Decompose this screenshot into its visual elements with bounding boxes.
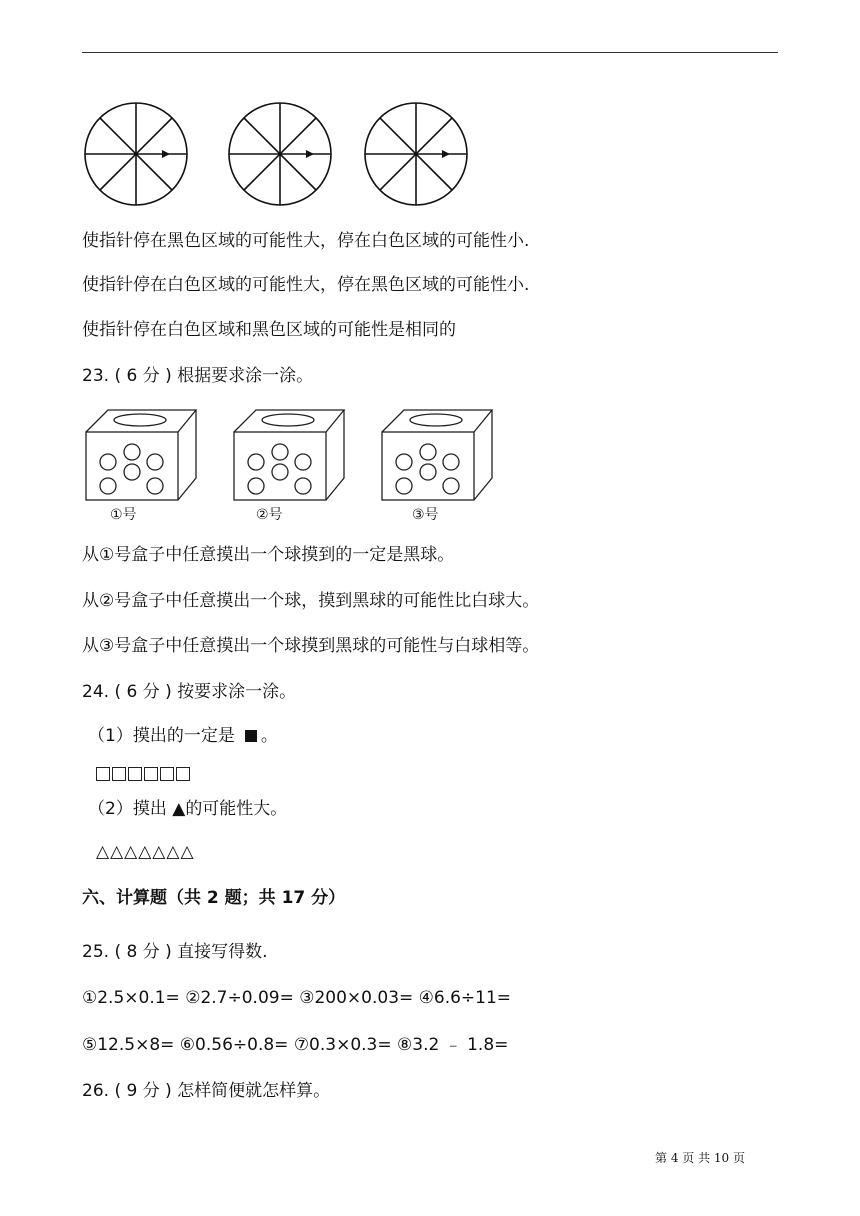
- spinner-1: [82, 100, 190, 208]
- square-icon[interactable]: [128, 767, 142, 781]
- section-6-heading: 六、计算题（共 2 题；共 17 分）: [82, 888, 346, 908]
- q24-part2: [88, 797, 287, 821]
- header-rule: [82, 52, 778, 53]
- spinner-3: [362, 100, 470, 208]
- black-square-icon: [245, 730, 257, 742]
- box-1-label: ①号: [110, 507, 137, 523]
- question-25-title: 25. ( 8 分 ) 直接写得数.: [82, 942, 268, 962]
- page-footer: 第 4 页 共 10 页: [655, 1151, 745, 1165]
- question-26-title: 26. ( 9 分 ) 怎样简便就怎样算。: [82, 1081, 331, 1101]
- triangle-row[interactable]: △△△△△△△: [96, 842, 195, 862]
- box-option-2: 从②号盒子中任意摸出一个球，摸到黑球的可能性比白球大。: [82, 591, 540, 611]
- spinner-option-1: 使指针停在黑色区域的可能性大，停在白色区域的可能性小.: [82, 231, 530, 251]
- box-1: [82, 404, 202, 528]
- q25-row-2: ⑤12.5×8= ⑥0.56÷0.8= ⑦0.3×0.3= ⑧3.2 ﹣ 1.8=: [82, 1035, 509, 1055]
- square-icon[interactable]: [144, 767, 158, 781]
- q25-row-1: ①2.5×0.1= ②2.7÷0.09= ③200×0.03= ④6.6÷11=: [82, 988, 512, 1008]
- q24-part1-suffix: 。: [260, 726, 278, 746]
- square-icon[interactable]: [176, 767, 190, 781]
- black-triangle-icon: ▲: [172, 799, 186, 819]
- box-option-1: 从①号盒子中任意摸出一个球摸到的一定是黑球。: [82, 545, 455, 565]
- q24-part1-prefix: （1）摸出的一定是: [88, 726, 235, 746]
- spinner-figures: [82, 100, 482, 208]
- spinner-2: [226, 100, 334, 208]
- q24-part2-prefix: （2）摸出: [88, 799, 167, 819]
- box-3: [378, 404, 498, 528]
- spinner-option-2: 使指针停在白色区域的可能性大，停在黑色区域的可能性小.: [82, 275, 530, 295]
- box-2-drawing: [230, 404, 350, 504]
- q24-part2-suffix: 的可能性大。: [185, 799, 288, 819]
- box-3-drawing: [378, 404, 498, 504]
- square-icon[interactable]: [160, 767, 174, 781]
- box-option-3: 从③号盒子中任意摸出一个球摸到黑球的可能性与白球相等。: [82, 636, 540, 656]
- ball-boxes-figure: [82, 404, 462, 528]
- square-icon[interactable]: [112, 767, 126, 781]
- question-24-title: 24. ( 6 分 ) 按要求涂一涂。: [82, 682, 297, 702]
- spinner-option-3: 使指针停在白色区域和黑色区域的可能性是相同的: [82, 320, 456, 340]
- square-row: [96, 763, 192, 782]
- question-23-title: 23. ( 6 分 ) 根据要求涂一涂。: [82, 366, 314, 386]
- box-1-drawing: [82, 404, 202, 504]
- box-3-label: ③号: [412, 507, 439, 523]
- q24-part1: [88, 724, 278, 748]
- box-2-label: ②号: [256, 507, 283, 523]
- box-2: [230, 404, 350, 528]
- square-icon[interactable]: [96, 767, 110, 781]
